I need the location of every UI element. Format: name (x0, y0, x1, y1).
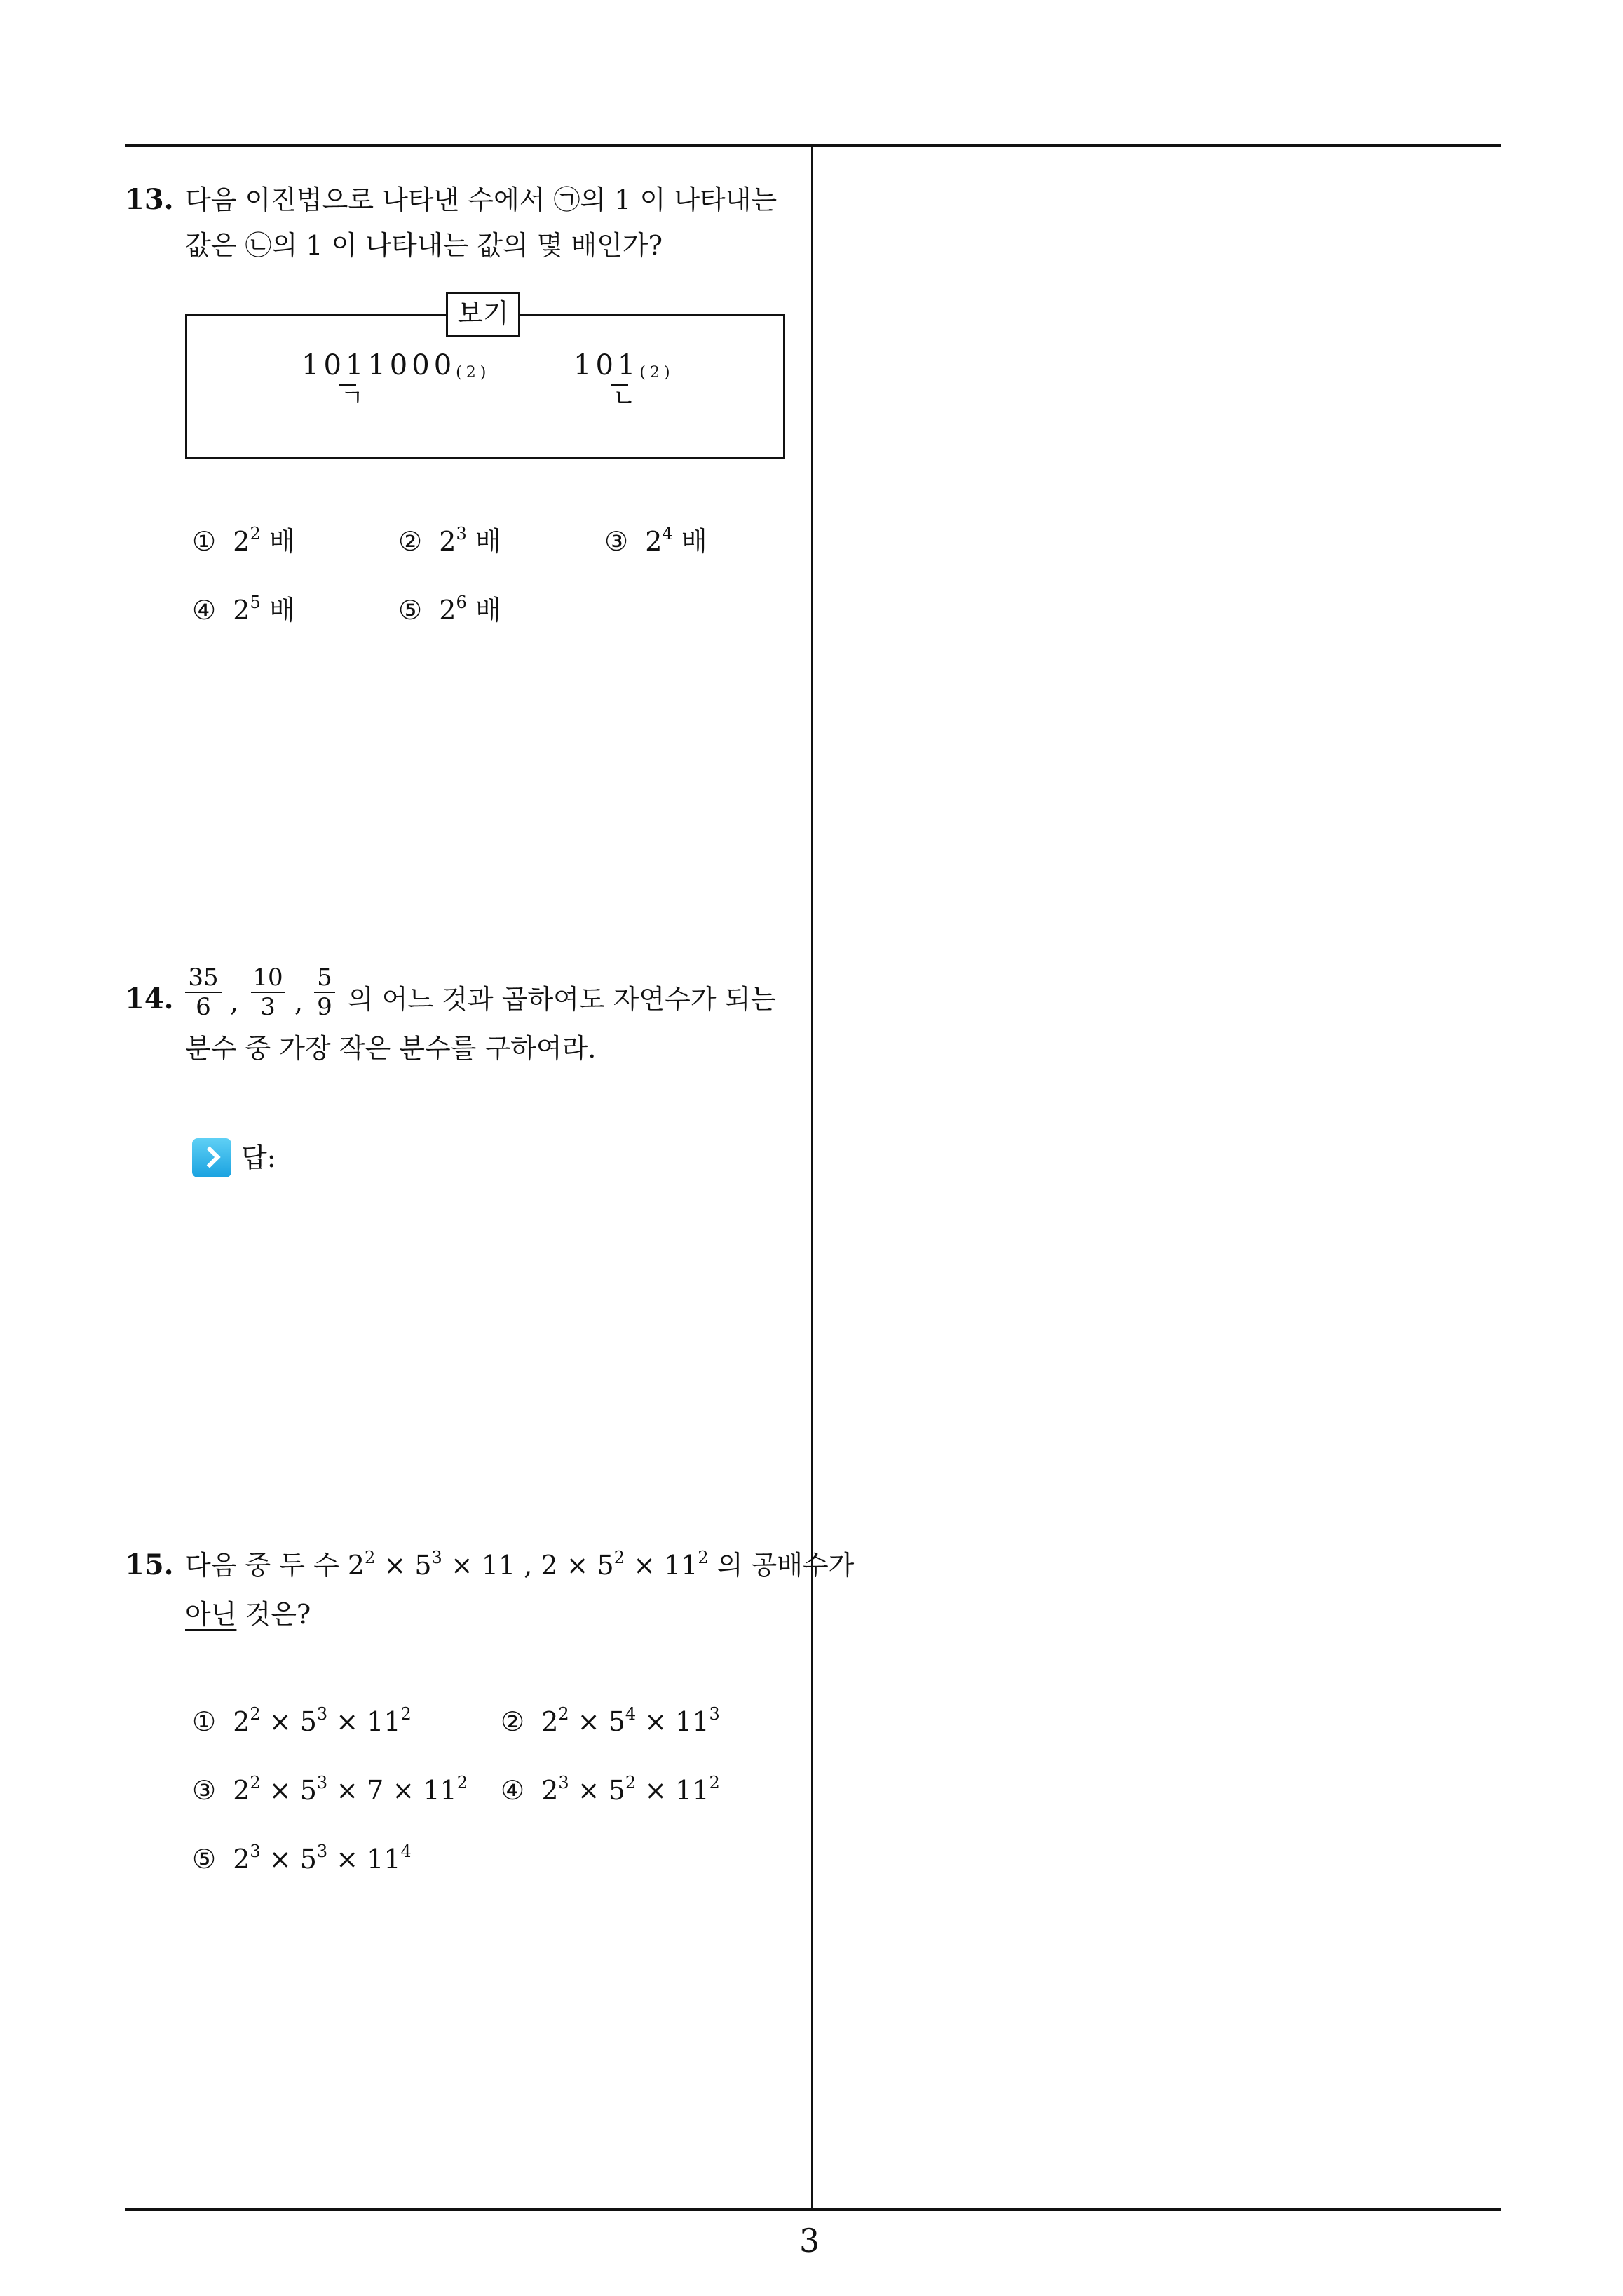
q14-text-line2: 분수 중 가장 작은 분수를 구하여라. (185, 1033, 597, 1064)
binary-number-1-digits: 1011000 (301, 349, 456, 381)
q15-choice-5[interactable]: ⑤ $2^3 \times 5^3 \times 11^4$ (192, 1842, 412, 1875)
q13-text-line2: 값은 ㉡의 1 이 나타내는 값의 몇 배인가? (185, 230, 663, 261)
choice-mark: ④ (501, 1775, 525, 1806)
q15-text-prefix: 다음 중 두 수 (185, 1550, 339, 1581)
choice-exponent: 2 (250, 524, 261, 543)
q13-choice-5[interactable] (398, 593, 501, 628)
binary-number-2-digits: 101 (573, 349, 640, 381)
fraction-2-numerator: 10 (251, 964, 285, 993)
q13-choice-1[interactable] (192, 524, 295, 559)
bottom-rule (125, 2208, 1501, 2211)
choice-mark: ⑤ (398, 595, 423, 626)
choice-mark: ⑤ (192, 1844, 217, 1875)
choice-exponent: 5 (250, 593, 261, 612)
choice-mark: ③ (192, 1775, 217, 1806)
q15-text-suffix: 의 공배수가 (717, 1550, 855, 1581)
fraction-3-denominator: 9 (317, 993, 332, 1021)
fraction-3-numerator: 5 (314, 964, 335, 993)
q13-number: 13. (125, 183, 174, 216)
choice-base: 2 (233, 595, 250, 626)
q13-text-line1: 다음 이진법으로 나타낸 수에서 ㉠의 1 이 나타내는 (185, 184, 777, 215)
choice-unit: 배 (681, 526, 707, 557)
q13-choice-2[interactable] (398, 524, 501, 559)
choice-exponent: 4 (662, 524, 673, 543)
binary-number-2 (573, 349, 674, 381)
fraction-1-numerator: 35 (185, 964, 222, 993)
fraction-comma-1: , (230, 987, 239, 1018)
q15-text-line2 (185, 1597, 311, 1632)
binary-number-2-base: (2) (639, 364, 674, 381)
choice-mark: ④ (192, 595, 217, 626)
q14-text-line1: 의 어느 것과 곱하여도 자연수가 되는 (348, 984, 777, 1015)
q15-text-rest: 것은? (245, 1599, 311, 1630)
q15-choice-4[interactable]: ④ $2^3 \times 5^2 \times 11^2$ (501, 1773, 720, 1806)
fraction-1-denominator: 6 (196, 993, 211, 1021)
answer-label: 답: (241, 1142, 276, 1173)
fraction-comma-2: , (294, 987, 304, 1018)
q15-text-line1: 다음 중 두 수 $2^2 \times 5^3 \times 11$ , $2 \times 5^2 \times 11^2$ 의 공배수가 (185, 1548, 855, 1581)
page-number: 3 (799, 2222, 820, 2260)
choice-unit: 배 (475, 595, 501, 626)
column-divider (811, 144, 813, 2210)
choice-mark: ① (192, 1706, 217, 1737)
choice-exponent: 6 (456, 593, 467, 612)
choice-mark: ③ (604, 526, 629, 557)
binary-number-1-base: (2) (456, 364, 491, 381)
example-box-title: 보기 (446, 292, 520, 337)
choice-exponent: 3 (456, 524, 467, 543)
q15-choice-1[interactable]: ① $2^2 \times 5^3 \times 11^2$ (192, 1704, 412, 1737)
choice-base: 2 (645, 526, 663, 557)
choice-base: 2 (439, 595, 456, 626)
fraction-3 (314, 964, 335, 1021)
mark2-label: ㄴ (613, 384, 640, 412)
q14-number: 14. (125, 982, 174, 1015)
fraction-1 (185, 964, 222, 1021)
binary-number-1 (301, 349, 490, 381)
q15-underlined-word: 아닌 (185, 1599, 237, 1630)
q15-choice-2[interactable]: ② $2^2 \times 5^4 \times 11^3$ (501, 1704, 720, 1737)
choice-base: 2 (439, 526, 456, 557)
q13-choice-3[interactable] (604, 524, 707, 559)
choice-mark: ② (398, 526, 423, 557)
choice-mark: ② (501, 1706, 525, 1737)
mark1-label: ㄱ (341, 384, 368, 412)
q13-choice-4[interactable] (192, 593, 295, 628)
fraction-2 (251, 964, 285, 1021)
q15-number: 15. (125, 1548, 174, 1581)
q15-choice-3[interactable]: ③ $2^2 \times 5^3 \times 7 \times 11^2$ (192, 1773, 468, 1806)
choice-unit: 배 (269, 526, 295, 557)
answer-arrow-icon (192, 1138, 231, 1177)
fraction-2-denominator: 3 (260, 993, 276, 1021)
choice-base: 2 (233, 526, 250, 557)
choice-unit: 배 (475, 526, 501, 557)
choice-unit: 배 (269, 595, 295, 626)
choice-mark: ① (192, 526, 217, 557)
